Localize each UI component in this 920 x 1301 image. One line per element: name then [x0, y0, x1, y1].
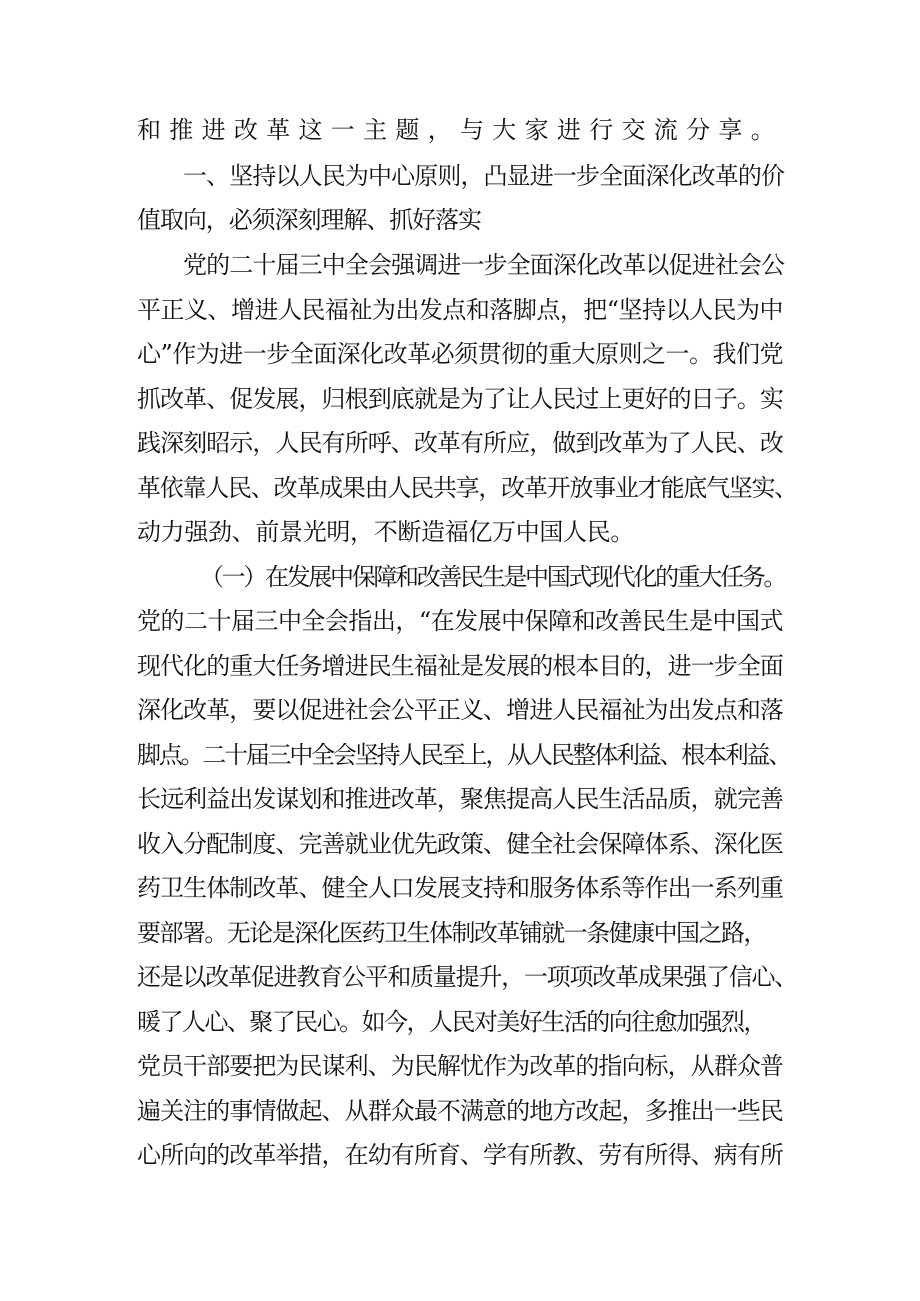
- text-line: 长远利益出发谋划和推进改革，聚焦提高人民生活品质，就完善: [137, 785, 783, 813]
- text-line: 心所向的改革举措，在幼有所育、学有所教、劳有所得、病有所: [137, 1141, 783, 1169]
- text-line: 遍关注的事情做起、从群众最不满意的地方改起，多推出一些民: [137, 1097, 783, 1125]
- section-heading-line: 一、坚持以人民为中心原则，凸显进一步全面深化改革的价: [183, 162, 785, 190]
- text-line: 收入分配制度、完善就业优先政策、健全社会保障体系、深化医: [137, 830, 783, 858]
- text-line: 动力强劲、前景光明，不断造福亿万中国人民。: [137, 518, 635, 546]
- text-line: 还是以改革促进教育公平和质量提升，一项项改革成果强了信心、: [137, 963, 798, 991]
- text-line: 脚点。二十届三中全会坚持人民至上，从人民整体利益、根本利益、: [137, 741, 791, 769]
- text-line: 党的二十届三中全会强调进一步全面深化改革以促进社会公: [183, 251, 785, 279]
- text-line: 深化改革，要以促进社会公平正义、增进人民福祉为出发点和落: [137, 696, 783, 724]
- section-heading-line: 值取向，必须深刻理解、抓好落实: [137, 206, 481, 234]
- subsection-heading-line: （一）在发展中保障和改善民生是中国式现代化的重大任务。: [200, 563, 786, 591]
- text-line: 践深刻昭示，人民有所呼、改革有所应，做到改革为了人民、改: [137, 429, 783, 457]
- text-line: 党员干部要把为民谋利、为民解忧作为改革的指向标，从群众普: [137, 1052, 783, 1080]
- text-line: 要部署。无论是深化医药卫生体制改革铺就一条健康中国之路，: [137, 919, 766, 947]
- text-line: 革依靠人民、改革成果由人民共享，改革开放事业才能底气坚实、: [137, 474, 798, 502]
- text-line: 暖了人心、聚了民心。如今，人民对美好生活的向往愈加强烈，: [137, 1008, 766, 1036]
- text-line: 现代化的重大任务增进民生福祉是发展的根本目的，进一步全面: [137, 652, 783, 680]
- text-line: 党的二十届三中全会指出，“在发展中保障和改善民生是中国式: [137, 607, 783, 635]
- text-line: 和推进改革这一主题，与大家进行交流分享。: [137, 116, 783, 144]
- text-line: 平正义、增进人民福祉为出发点和落脚点，把“坚持以人民为中: [137, 296, 783, 324]
- text-line: 药卫生体制改革、健全人口发展支持和服务体系等作出一系列重: [137, 874, 783, 902]
- text-line: 心”作为进一步全面深化改革必须贯彻的重大原则之一。我们党: [137, 340, 783, 368]
- text-line: 抓改革、促发展，归根到底就是为了让人民过上更好的日子。实: [137, 385, 783, 413]
